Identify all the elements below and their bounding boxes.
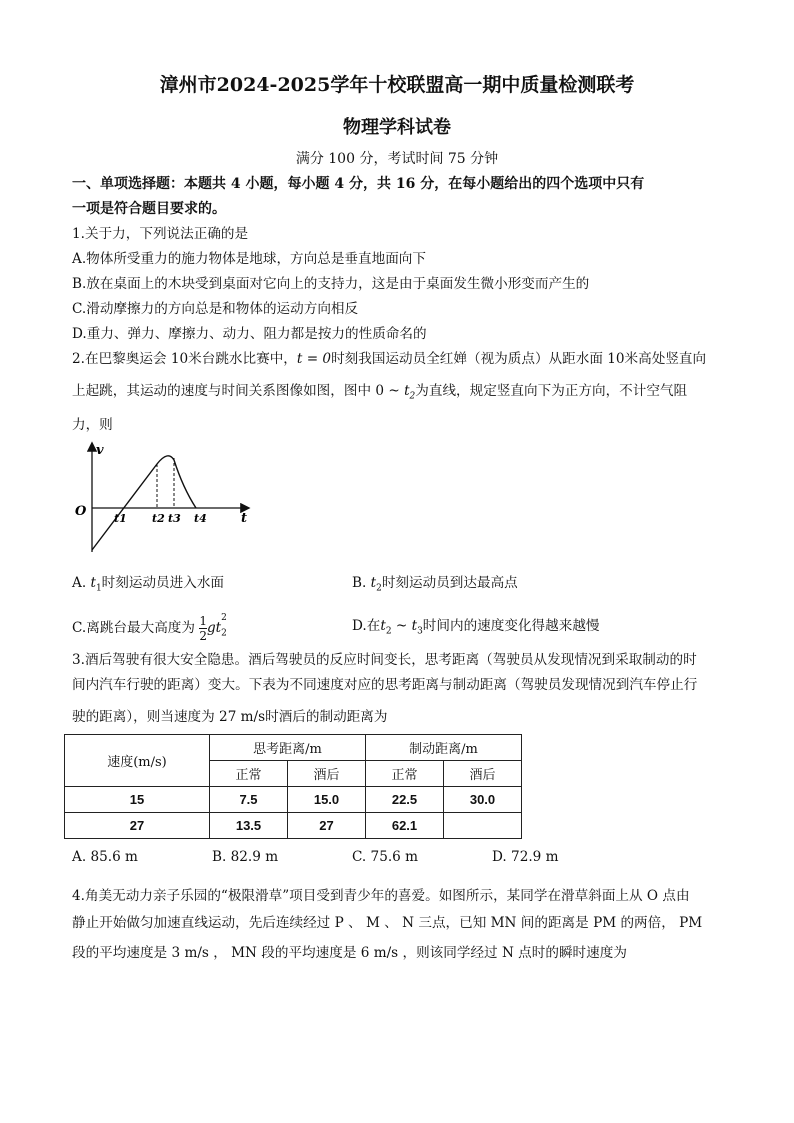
v-axis-label: v — [96, 443, 104, 458]
t2-label: t2 — [152, 512, 165, 525]
q2-option-b-text: 时刻运动员到达最高点 — [381, 575, 518, 591]
exam-info: 满分 100 分，考试时间 75 分钟 — [295, 151, 499, 167]
q2-stem-part: 时刻我国运动员全红婵（视为质点）从距水面 10米高处竖直向 — [331, 351, 707, 367]
q2-option-d-text: D.在 — [352, 618, 381, 634]
q1-option-d: D.重力、弹力、摩擦力、动力、阻力都是按力的性质命名的 — [72, 326, 427, 342]
q2-option-c-text: C.离跳台最大高度为 — [72, 620, 195, 636]
q3-option-b: B. 82.9 m — [212, 849, 279, 865]
section-heading-line1: 一、单项选择题：本题共 4 小题，每小题 4 分，共 16 分，在每小题给出的四个选项中只有 — [72, 176, 645, 192]
q2-stem-part: 为直线，规定竖直向下为正方向，不计空气阻 — [415, 383, 688, 399]
distance-table — [64, 734, 522, 839]
q3-option-c: C. 75.6 m — [352, 849, 419, 865]
header-speed: 速度(m/s) — [65, 735, 210, 787]
table-cell: 30.0 — [444, 787, 522, 813]
q3-option-a: A. 85.6 m — [72, 849, 138, 865]
table-cell: 15 — [65, 787, 210, 813]
table-cell: 62.1 — [366, 813, 444, 839]
q2-math-t2: $t_2$ — [404, 383, 416, 402]
header-brake: 制动距离/m — [366, 735, 522, 761]
t-axis-label: t — [241, 511, 248, 526]
table-header-row — [65, 735, 522, 761]
q1-stem: 1.关于力，下列说法正确的是 — [72, 226, 249, 242]
sub-drunk: 酒后 — [444, 761, 522, 787]
table-cell: 13.5 — [210, 813, 288, 839]
q2-option-a: A. $t_1$时刻运动员进入水面 — [72, 575, 225, 594]
q3-stem-line3: 驶的距离），则当速度为 27 m/s时酒后的制动距离为 — [72, 709, 388, 725]
table-cell: 27 — [65, 813, 210, 839]
origin-label: O — [75, 504, 87, 519]
table-cell: 7.5 — [210, 787, 288, 813]
q2-option-c: C.离跳台最大高度为 $\frac{1}{2}$ $gt_2$ 2 — [72, 613, 227, 643]
t3-label: t3 — [168, 512, 181, 525]
table-cell: 15.0 — [288, 787, 366, 813]
q2-stem-part: 2.在巴黎奥运会 10米台跳水比赛中， — [72, 351, 297, 367]
q4-stem-line3: 段的平均速度是 3 m/s ， MN 段的平均速度是 6 m/s ，则该同学经过 N 点时的瞬时速度为 — [72, 945, 627, 961]
t1-label: t1 — [114, 512, 127, 525]
q2-stem-math: t = 0 — [296, 351, 332, 367]
q1-option-a: A.物体所受重力的施力物体是地球，方向总是垂直地面向下 — [72, 251, 426, 267]
q2-stem-line2 — [72, 379, 687, 402]
q4-stem-line1: 4.角美无动力亲子乐园的“极限滑草”项目受到青少年的喜爱。如图所示，某同学在滑草斜面上从 O 点由 — [72, 888, 690, 904]
exam-title: 漳州市2024-2025学年十校联盟高一期中质量检测联考 — [159, 74, 635, 96]
q2-stem-part: 上起跳，其运动的速度与时间关系图像如图，图中 0 ~ — [72, 383, 405, 399]
velocity-curve — [92, 456, 196, 550]
q1-option-c: C.滑动摩擦力的方向总是和物体的运动方向相反 — [72, 301, 359, 317]
header-think: 思考距离/m — [210, 735, 366, 761]
t4-label: t4 — [194, 512, 207, 525]
fraction-half: $\frac{1}{2}$ — [199, 614, 207, 643]
section-heading-line2: 一项是符合题目要求的。 — [72, 201, 226, 217]
q3-stem-line1: 3.酒后驾驶有很大安全隐患。酒后驾驶员的反应时间变长，思考距离（驾驶员从发现情况到采取制动的时 — [72, 652, 697, 668]
q2-option-a-text: 时刻运动员进入水面 — [101, 575, 225, 591]
q2-stem-line1 — [72, 347, 706, 367]
q1-option-b: B.放在桌面上的木块受到桌面对它向上的支持力，这是由于桌面发生微小形变而产生的 — [72, 276, 590, 292]
q3-option-d: D. 72.9 m — [492, 849, 559, 865]
subject-title: 物理学科试卷 — [343, 117, 451, 138]
q2-stem-line3: 力，则 — [72, 417, 113, 433]
table-cell: 22.5 — [366, 787, 444, 813]
q4-stem-line2: 静止开始做匀加速直线运动，先后连续经过 P 、 M 、 N 三点，已知 MN 间的距离是 PM 的两倍， PM — [72, 915, 703, 931]
table-row — [65, 787, 522, 813]
sub-normal: 正常 — [210, 761, 288, 787]
q2-option-d: D.在$t_2$ ~ $t_3$时间内的速度变化得越来越慢 — [352, 618, 600, 637]
q3-stem-line2: 间内汽车行驶的距离）变大。下表为不同速度对应的思考距离与制动距离（驾驶员发现情况到汽车停止行 — [72, 677, 698, 693]
q2-option-b: B. $t_2$时刻运动员到达最高点 — [352, 575, 518, 594]
velocity-time-graph — [70, 438, 260, 556]
table-cell — [444, 813, 522, 839]
table-cell: 27 — [288, 813, 366, 839]
sub-drunk: 酒后 — [288, 761, 366, 787]
sub-normal: 正常 — [366, 761, 444, 787]
table-row — [65, 813, 522, 839]
q2-option-d-text: 时间内的速度变化得越来越慢 — [422, 618, 600, 634]
